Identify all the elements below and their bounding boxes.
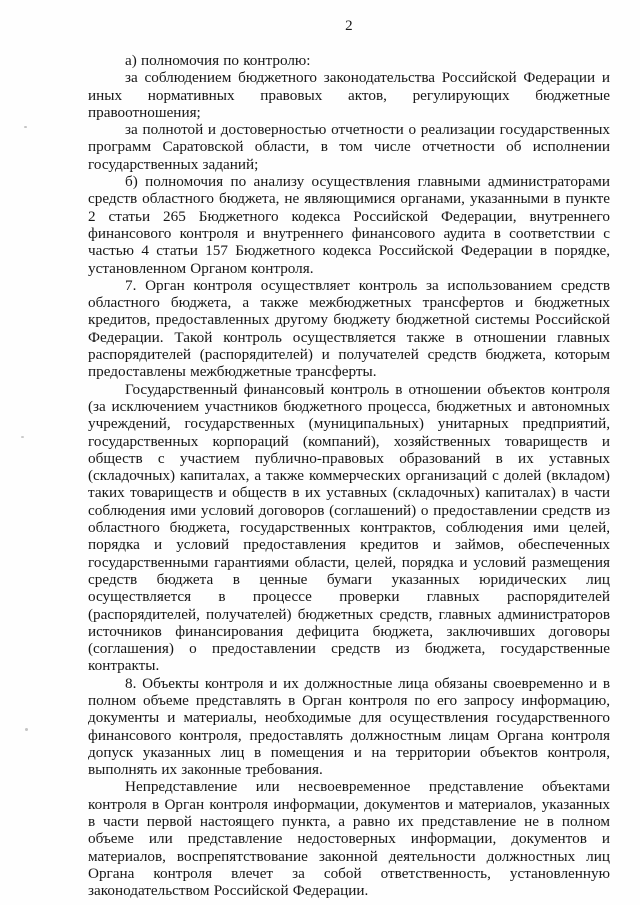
paragraph-budget-legislation: за соблюдением бюджетного законодательства Российской Федерации и иных нормативных правовых актов, регулирующих бюджетные правоотношения;	[88, 69, 610, 121]
page-number: 2	[345, 18, 353, 34]
paragraph-analysis-powers-b: б) полномочия по анализу осуществления главными администраторами средств областного бюджета, не являющимися органами, указанными в пункте 2 статьи 265 Бюджетного кодекса Российской Федерации, внутреннего финансового контроля и внутреннего финансового аудита в соответствии с частью 4 статьи 157 Бюджетного кодекса Российской Федерации в порядке, установленном Органом контроля.	[88, 173, 610, 277]
scan-artifact	[24, 126, 27, 128]
document-body	[88, 52, 610, 900]
paragraph-state-financial-control: Государственный финансовый контроль в отношении объектов контроля (за исключением участников бюджетного процесса, бюджетных и автономных учреждений, государственных (муниципальных) унитарных предприятий, государственных корпораций (компаний), хозяйственных товариществ и обществ с участием публично-правовых образований в их уставных (складочных) капиталах, а также коммерческих организаций с долей (вкладом) таких товариществ и обществ в их уставных (складочных) капиталах) в части соблюдения ими условий договоров (соглашений) о предоставлении средств из областного бюджета, государственных контрактов, соблюдения ими целей, порядка и условий предоставления кредитов и займов, обеспеченных государственными гарантиями области, целей, порядка и условий размещения средств бюджета в ценные бумаги указанных юридических лиц осуществляется в процессе проверки главных распорядителей (распорядителей, получателей) бюджетных средств, главных администраторов источников финансирования дефицита бюджета, заключивших договоры (соглашения) о предоставлении средств из бюджета, государственные контракты.	[88, 380, 610, 675]
scan-artifact	[25, 728, 28, 731]
paragraph-control-powers-a: а) полномочия по контролю:	[125, 52, 311, 69]
scan-artifact	[21, 436, 24, 438]
paragraph-liability: Непредставление или несвоевременное представление объектами контроля в Орган контроля информации, документов и материалов, указанных в части первой настоящего пункта, а равно их представление не в полном объеме или представление недостоверных информации, документов и материалов, воспрепятствование законной деятельности должностных лиц Органа контроля влечет за собой ответственность, установленную законодательством Российской Федерации.	[88, 778, 610, 900]
paragraph-reporting-completeness: за полнотой и достоверностью отчетности о реализации государственных программ Саратовской области, в том числе отчетности об исполнении государственных заданий;	[88, 121, 610, 173]
paragraph-item-7: 7. Орган контроля осуществляет контроль за использованием средств областного бюджета, а также межбюджетных трансфертов и бюджетных кредитов, предоставленных другому бюджету бюджетной системы Российской Федерации. Такой контроль осуществляется также в отношении главных распорядителей (распорядителей) и получателей средств бюджета, которым предоставлены межбюджетные трансферты.	[88, 276, 610, 381]
paragraph-item-8: 8. Объекты контроля и их должностные лица обязаны своевременно и в полном объеме представлять в Орган контроля по его запросу информацию, документы и материалы, необходимые для осуществления государственного финансового контроля, предоставлять должностным лицам Органа контроля допуск указанных лиц в помещения и на территории объектов контроля, выполнять их законные требования.	[88, 674, 610, 779]
